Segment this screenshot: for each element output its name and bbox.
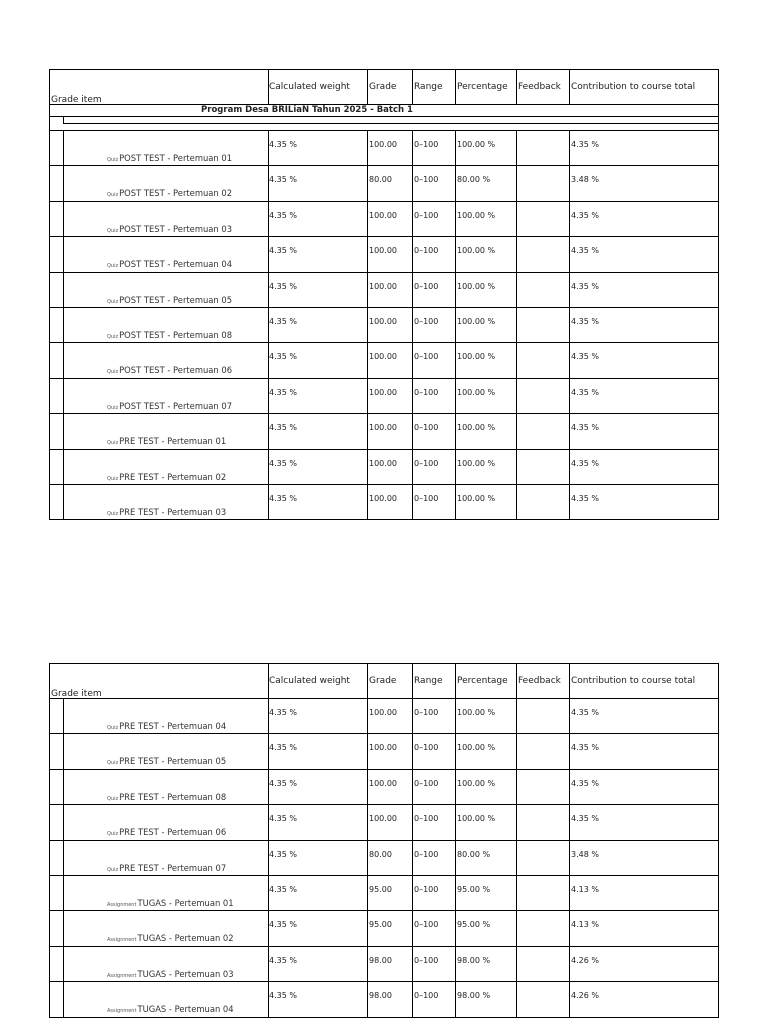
cell-grade: 95.00	[369, 884, 392, 894]
cell-contribution: 4.26 %	[571, 955, 599, 965]
cell-contribution: 4.35 %	[571, 316, 599, 326]
category-title: Program Desa BRILiaN Tahun 2025 - Batch 1	[201, 105, 413, 115]
item-name-text: POST TEST - Pertemuan 02	[119, 188, 233, 199]
grade-item-name[interactable]	[107, 969, 234, 979]
cell-percentage: 100.00 %	[457, 778, 496, 788]
item-type-label: Quiz	[107, 333, 119, 340]
cell-weight: 4.35 %	[269, 458, 297, 468]
cell-contribution: 4.35 %	[571, 743, 599, 753]
item-name-text: PRE TEST - Pertemuan 07	[119, 862, 227, 873]
cell-grade: 100.00	[369, 493, 397, 503]
cell-range: 0–100	[414, 281, 439, 291]
table-row	[49, 450, 719, 485]
cell-range: 0–100	[414, 423, 439, 433]
cell-weight: 4.35 %	[269, 814, 297, 824]
cell-percentage: 80.00 %	[457, 849, 491, 859]
header-percentage: Percentage	[457, 676, 508, 686]
table-row	[49, 947, 719, 982]
grade-item-name[interactable]	[107, 1004, 234, 1014]
item-name-text: TUGAS - Pertemuan 03	[137, 968, 234, 979]
cell-percentage: 100.00 %	[457, 140, 496, 149]
grade-item-name[interactable]	[107, 330, 232, 340]
cell-range: 0–100	[414, 458, 439, 468]
item-name-text: PRE TEST - Pertemuan 03	[119, 506, 227, 517]
item-name-text: POST TEST - Pertemuan 05	[119, 294, 233, 305]
item-name-text: POST TEST - Pertemuan 01	[119, 153, 233, 163]
cell-weight: 4.35 %	[269, 352, 297, 362]
cell-grade: 80.00	[369, 849, 392, 859]
table-row	[49, 343, 719, 378]
table-row	[49, 841, 719, 876]
header-grade-item: Grade item	[51, 95, 102, 105]
cell-percentage: 100.00 %	[457, 387, 496, 397]
item-name-text: PRE TEST - Pertemuan 02	[119, 471, 227, 482]
item-name-text: PRE TEST - Pertemuan 08	[119, 791, 227, 802]
item-type-label: Quiz	[107, 404, 119, 411]
item-type-label: Quiz	[107, 192, 119, 199]
grade-table-2	[49, 663, 719, 1018]
cell-percentage: 100.00 %	[457, 246, 496, 256]
cell-weight: 4.35 %	[269, 175, 297, 185]
cell-range: 0–100	[414, 316, 439, 326]
cell-percentage: 100.00 %	[457, 423, 496, 433]
cell-grade: 100.00	[369, 708, 397, 717]
cell-grade: 100.00	[369, 778, 397, 788]
cell-percentage: 100.00 %	[457, 210, 496, 220]
cell-weight: 4.35 %	[269, 493, 297, 503]
cell-contribution: 4.35 %	[571, 140, 599, 149]
cell-contribution: 4.35 %	[571, 708, 599, 717]
item-type-label: Quiz	[107, 475, 119, 482]
cell-contribution: 4.35 %	[571, 778, 599, 788]
item-name-text: POST TEST - Pertemuan 06	[119, 365, 233, 376]
cell-grade: 80.00	[369, 175, 392, 185]
table-row	[49, 982, 719, 1017]
header-grade-item: Grade item	[51, 689, 102, 699]
item-name-text: POST TEST - Pertemuan 07	[119, 400, 233, 411]
cell-contribution: 3.48 %	[571, 849, 599, 859]
item-name-text: TUGAS - Pertemuan 01	[137, 897, 234, 908]
cell-grade: 100.00	[369, 458, 397, 468]
grade-item-name[interactable]	[107, 756, 226, 766]
cell-percentage: 98.00 %	[457, 955, 491, 965]
item-type-label: Quiz	[107, 369, 119, 376]
cell-contribution: 4.35 %	[571, 246, 599, 256]
cell-weight: 4.35 %	[269, 955, 297, 965]
grade-item-name[interactable]	[107, 153, 232, 163]
cell-contribution: 4.35 %	[571, 458, 599, 468]
header-range: Range	[414, 676, 443, 686]
table-header	[49, 69, 719, 105]
cell-weight: 4.35 %	[269, 423, 297, 433]
cell-contribution: 4.35 %	[571, 814, 599, 824]
header-calculated-weight: Calculated weight	[269, 82, 350, 92]
item-type-label: Quiz	[107, 263, 119, 270]
grade-item-name[interactable]	[107, 507, 226, 517]
cell-percentage: 100.00 %	[457, 814, 496, 824]
cell-grade: 100.00	[369, 316, 397, 326]
cell-grade: 98.00	[369, 991, 392, 1001]
item-name-text: PRE TEST - Pertemuan 05	[119, 756, 227, 767]
table-row	[49, 131, 719, 166]
cell-contribution: 4.13 %	[571, 920, 599, 930]
cell-weight: 4.35 %	[269, 708, 297, 717]
header-feedback: Feedback	[518, 676, 561, 686]
cell-percentage: 98.00 %	[457, 991, 491, 1001]
cell-range: 0–100	[414, 955, 439, 965]
cell-percentage: 100.00 %	[457, 458, 496, 468]
grade-item-name[interactable]	[107, 827, 226, 837]
cell-contribution: 4.35 %	[571, 387, 599, 397]
item-type-label: Quiz	[107, 298, 119, 305]
cell-grade: 100.00	[369, 246, 397, 256]
cell-range: 0–100	[414, 920, 439, 930]
item-name-text: POST TEST - Pertemuan 03	[119, 223, 233, 234]
header-grade: Grade	[369, 82, 397, 92]
cell-contribution: 4.35 %	[571, 423, 599, 433]
header-calculated-weight: Calculated weight	[269, 676, 350, 686]
table-row	[49, 805, 719, 840]
cell-weight: 4.35 %	[269, 920, 297, 930]
cell-contribution: 4.35 %	[571, 210, 599, 220]
header-grade: Grade	[369, 676, 397, 686]
table-header	[49, 663, 719, 699]
item-type-label: Assignment	[107, 1008, 137, 1015]
cell-range: 0–100	[414, 387, 439, 397]
cell-percentage: 100.00 %	[457, 316, 496, 326]
item-type-label: Assignment	[107, 972, 137, 979]
grade-item-name[interactable]	[107, 898, 234, 908]
item-type-label: Quiz	[107, 510, 119, 517]
table-row	[49, 485, 719, 520]
cell-range: 0–100	[414, 210, 439, 220]
cell-range: 0–100	[414, 849, 439, 859]
header-contribution: Contribution to course total	[571, 676, 696, 686]
cell-grade: 100.00	[369, 387, 397, 397]
cell-weight: 4.35 %	[269, 884, 297, 894]
item-type-label: Quiz	[107, 227, 119, 234]
grade-item-name[interactable]	[107, 188, 232, 198]
cell-weight: 4.35 %	[269, 316, 297, 326]
cell-range: 0–100	[414, 493, 439, 503]
cell-grade: 100.00	[369, 281, 397, 291]
table-row	[49, 770, 719, 805]
grade-item-name[interactable]	[107, 295, 232, 305]
grade-item-name[interactable]	[107, 863, 226, 873]
grade-item-name[interactable]	[107, 436, 226, 446]
header-percentage: Percentage	[457, 82, 508, 92]
table-row	[49, 734, 719, 769]
grade-item-name[interactable]	[107, 365, 232, 375]
cell-contribution: 4.13 %	[571, 884, 599, 894]
grade-item-name[interactable]	[107, 401, 232, 411]
cell-grade: 100.00	[369, 352, 397, 362]
table-row	[49, 911, 719, 946]
item-type-label: Assignment	[107, 937, 137, 944]
cell-grade: 95.00	[369, 920, 392, 930]
cell-range: 0–100	[414, 814, 439, 824]
cell-weight: 4.35 %	[269, 387, 297, 397]
grade-table-1	[49, 69, 719, 520]
table-row	[49, 166, 719, 201]
grade-item-name[interactable]	[107, 472, 226, 482]
cell-grade: 100.00	[369, 210, 397, 220]
cell-contribution: 4.35 %	[571, 352, 599, 362]
item-type-label: Quiz	[107, 157, 119, 163]
cell-range: 0–100	[414, 175, 439, 185]
cell-percentage: 95.00 %	[457, 884, 491, 894]
table-row	[49, 876, 719, 911]
cell-weight: 4.35 %	[269, 778, 297, 788]
header-feedback: Feedback	[518, 82, 561, 92]
cell-range: 0–100	[414, 708, 439, 717]
item-type-label: Quiz	[107, 795, 119, 802]
table-row	[49, 273, 719, 308]
cell-range: 0–100	[414, 246, 439, 256]
category-row	[49, 105, 719, 117]
cell-percentage: 95.00 %	[457, 920, 491, 930]
item-name-text: TUGAS - Pertemuan 04	[137, 1004, 234, 1015]
cell-range: 0–100	[414, 991, 439, 1001]
table-row	[49, 379, 719, 414]
cell-percentage: 100.00 %	[457, 493, 496, 503]
cell-percentage: 100.00 %	[457, 743, 496, 753]
item-type-label: Quiz	[107, 440, 119, 447]
cell-grade: 100.00	[369, 743, 397, 753]
header-contribution: Contribution to course total	[571, 82, 696, 92]
cell-percentage: 100.00 %	[457, 281, 496, 291]
table-row	[49, 414, 719, 449]
cell-range: 0–100	[414, 884, 439, 894]
grade-item-name[interactable]	[107, 721, 226, 731]
cell-contribution: 3.48 %	[571, 175, 599, 185]
category-spacer	[49, 117, 719, 131]
table-row	[49, 308, 719, 343]
cell-contribution: 4.35 %	[571, 281, 599, 291]
cell-range: 0–100	[414, 743, 439, 753]
grade-item-name[interactable]	[107, 259, 232, 269]
table-row	[49, 237, 719, 272]
grade-item-name[interactable]	[107, 224, 232, 234]
cell-range: 0–100	[414, 778, 439, 788]
item-name-text: POST TEST - Pertemuan 04	[119, 259, 233, 270]
item-name-text: POST TEST - Pertemuan 08	[119, 329, 233, 340]
item-type-label: Assignment	[107, 901, 137, 908]
item-type-label: Quiz	[107, 831, 119, 838]
cell-percentage: 100.00 %	[457, 708, 496, 717]
cell-grade: 98.00	[369, 955, 392, 965]
cell-percentage: 100.00 %	[457, 352, 496, 362]
cell-range: 0–100	[414, 352, 439, 362]
cell-weight: 4.35 %	[269, 140, 297, 149]
table-row	[49, 202, 719, 237]
cell-contribution: 4.26 %	[571, 991, 599, 1001]
grade-item-name[interactable]	[107, 933, 234, 943]
cell-grade: 100.00	[369, 423, 397, 433]
cell-percentage: 80.00 %	[457, 175, 491, 185]
item-name-text: TUGAS - Pertemuan 02	[137, 933, 234, 944]
cell-range: 0–100	[414, 140, 439, 149]
cell-weight: 4.35 %	[269, 246, 297, 256]
table-row	[49, 699, 719, 734]
cell-grade: 100.00	[369, 814, 397, 824]
item-name-text: PRE TEST - Pertemuan 01	[119, 436, 227, 447]
cell-weight: 4.35 %	[269, 281, 297, 291]
cell-weight: 4.35 %	[269, 849, 297, 859]
cell-weight: 4.35 %	[269, 210, 297, 220]
header-range: Range	[414, 82, 443, 92]
item-type-label: Quiz	[107, 760, 119, 767]
item-type-label: Quiz	[107, 725, 119, 731]
cell-weight: 4.35 %	[269, 991, 297, 1001]
cell-grade: 100.00	[369, 140, 397, 149]
item-type-label: Quiz	[107, 866, 119, 873]
grade-item-name[interactable]	[107, 792, 226, 802]
item-name-text: PRE TEST - Pertemuan 04	[119, 721, 227, 731]
cell-weight: 4.35 %	[269, 743, 297, 753]
cell-contribution: 4.35 %	[571, 493, 599, 503]
item-name-text: PRE TEST - Pertemuan 06	[119, 827, 227, 838]
